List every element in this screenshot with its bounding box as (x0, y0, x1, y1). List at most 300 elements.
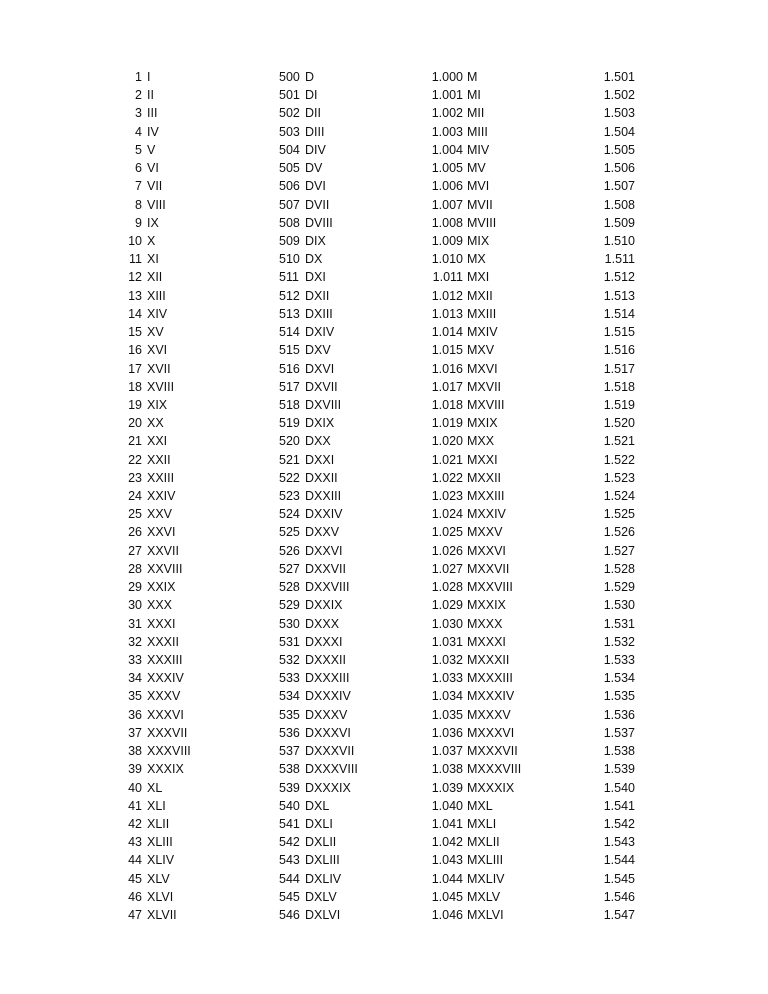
roman-cell: DIV (305, 142, 326, 157)
number-cell: 540 (279, 798, 300, 813)
number-cell: 1.016 (431, 361, 463, 376)
number-cell: 41 (128, 798, 142, 813)
roman-cell: XXI (147, 434, 168, 449)
roman-cell: DXL (305, 798, 330, 813)
number-cell: 1.012 (431, 288, 463, 303)
number-cell: 546 (279, 908, 300, 923)
number-cell: 500 (279, 70, 300, 84)
number-cell: 510 (279, 252, 300, 267)
roman-cell: MXXXIV (467, 689, 515, 704)
number-cell: 528 (279, 580, 300, 595)
number-cell: 1.003 (431, 124, 463, 139)
roman-cell: III (147, 106, 158, 121)
table-row (0, 268, 768, 286)
table-row (0, 706, 768, 724)
table-row (0, 779, 768, 797)
table-row (0, 104, 768, 122)
table-row (0, 760, 768, 778)
table-row (0, 742, 768, 760)
roman-cell: DX (305, 252, 323, 267)
roman-cell: MXXV (467, 525, 503, 540)
number-cell: 545 (279, 889, 300, 904)
number-cell: 1.540 (603, 780, 635, 795)
roman-cell: MXIV (467, 325, 498, 340)
roman-cell: MVI (467, 179, 490, 194)
number-cell: 1.030 (431, 616, 463, 631)
number-cell: 1.509 (603, 215, 635, 230)
number-cell: 32 (128, 634, 142, 649)
number-cell: 1.546 (603, 889, 635, 904)
number-cell: 1.026 (431, 543, 463, 558)
table-row (0, 833, 768, 851)
number-cell: 1.526 (603, 525, 635, 540)
roman-cell: XV (147, 325, 164, 340)
number-cell: 1.539 (603, 762, 635, 777)
number-cell: 1.034 (431, 689, 463, 704)
roman-cell: DXI (305, 270, 326, 285)
roman-cell: XL (147, 780, 163, 795)
number-cell: 1.005 (431, 161, 463, 176)
roman-cell: MXI (467, 270, 490, 285)
number-cell: 1.538 (603, 744, 635, 759)
roman-cell: MV (467, 161, 486, 176)
roman-cell: MVIII (467, 215, 497, 230)
table-row (0, 870, 768, 888)
roman-cell: XLIV (147, 853, 175, 868)
roman-cell: XXXI (147, 616, 176, 631)
table-row (0, 287, 768, 305)
roman-cell: XXVIII (147, 561, 183, 576)
roman-cell: DXXXVI (305, 725, 351, 740)
number-cell: 504 (279, 142, 300, 157)
number-cell: 1.028 (431, 580, 463, 595)
roman-cell: XXXII (147, 634, 179, 649)
roman-cell: DXLII (305, 835, 337, 850)
roman-cell: DXVII (305, 379, 338, 394)
roman-cell: XXVII (147, 543, 179, 558)
number-cell: 1.037 (431, 744, 463, 759)
number-cell: 1.020 (431, 434, 463, 449)
number-cell: 508 (279, 215, 300, 230)
number-cell: 3 (135, 106, 142, 121)
number-cell: 1.528 (603, 561, 635, 576)
number-cell: 28 (128, 561, 142, 576)
number-cell: 1.025 (431, 525, 463, 540)
number-cell: 1.505 (603, 142, 635, 157)
roman-cell: DXXVI (305, 543, 343, 558)
number-cell: 43 (128, 835, 142, 850)
number-cell: 517 (279, 379, 300, 394)
roman-cell: MXXXVI (467, 725, 515, 740)
roman-cell: DVIII (305, 215, 333, 230)
roman-cell: MXVII (467, 379, 502, 394)
number-cell: 1.035 (431, 707, 463, 722)
table-row (0, 523, 768, 541)
roman-cell: MXXX (467, 616, 503, 631)
roman-cell: XXX (147, 598, 173, 613)
roman-cell: MXLI (467, 816, 497, 831)
table-row (0, 724, 768, 742)
roman-cell: MXXVI (467, 543, 506, 558)
table-row (0, 888, 768, 906)
number-cell: 1.523 (603, 470, 635, 485)
number-cell: 1.021 (431, 452, 463, 467)
number-cell: 29 (128, 580, 142, 595)
roman-cell: DXVI (305, 361, 335, 376)
roman-cell: XXXIII (147, 653, 183, 667)
number-cell: 537 (279, 744, 300, 759)
roman-cell: DXLV (305, 889, 337, 904)
table-row (0, 250, 768, 268)
number-cell: 37 (128, 725, 142, 740)
number-cell: 1.019 (431, 416, 463, 431)
roman-cell: DXIV (305, 325, 335, 340)
number-cell: 1.046 (431, 908, 463, 923)
number-cell: 531 (279, 634, 300, 649)
roman-cell: DXIII (305, 306, 333, 321)
roman-cell: V (147, 142, 156, 157)
roman-cell: DXXI (305, 452, 335, 467)
number-cell: 1.535 (603, 689, 635, 704)
roman-cell: MXXXVIII (467, 762, 522, 777)
number-cell: 1.520 (603, 416, 635, 431)
number-cell: 1.531 (603, 616, 635, 631)
roman-cell: DXXV (305, 525, 340, 540)
number-cell: 1.533 (603, 653, 635, 667)
roman-cell: MXX (467, 434, 495, 449)
roman-cell: DXXII (305, 470, 338, 485)
number-cell: 34 (128, 671, 142, 686)
number-cell: 1.516 (603, 343, 635, 358)
table-row (0, 414, 768, 432)
table-row (0, 906, 768, 924)
table-row (0, 341, 768, 359)
number-cell: 1.529 (603, 580, 635, 595)
roman-cell: DXX (305, 434, 331, 449)
number-cell: 1.536 (603, 707, 635, 722)
number-cell: 25 (128, 507, 142, 522)
roman-cell: XXVI (147, 525, 176, 540)
number-cell: 1.503 (603, 106, 635, 121)
number-cell: 1.040 (431, 798, 463, 813)
number-cell: 1.033 (431, 671, 463, 686)
roman-cell: XXXVII (147, 725, 188, 740)
table-row (0, 323, 768, 341)
number-cell: 24 (128, 489, 142, 504)
roman-cell: MIV (467, 142, 490, 157)
number-cell: 1.534 (603, 671, 635, 686)
number-cell: 535 (279, 707, 300, 722)
table-row (0, 86, 768, 104)
roman-cell: MI (467, 88, 481, 103)
number-cell: 1.502 (603, 88, 635, 103)
number-cell: 1.517 (603, 361, 635, 376)
number-cell: 4 (135, 124, 142, 139)
number-cell: 1.544 (603, 853, 635, 868)
number-cell: 518 (279, 397, 300, 412)
number-cell: 1.521 (603, 434, 635, 449)
number-cell: 1.010 (431, 252, 463, 267)
roman-cell: XIX (147, 397, 168, 412)
number-cell: 519 (279, 416, 300, 431)
number-cell: 1.504 (603, 124, 635, 139)
table-row (0, 669, 768, 687)
table-row (0, 851, 768, 869)
roman-cell: XXIII (147, 470, 175, 485)
number-cell: 520 (279, 434, 300, 449)
table-row (0, 141, 768, 159)
roman-cell: MXXXIII (467, 671, 513, 686)
number-cell: 1.022 (431, 470, 463, 485)
roman-cell: XXXVI (147, 707, 184, 722)
number-cell: 1.041 (431, 816, 463, 831)
number-cell: 15 (128, 325, 142, 340)
number-cell: 33 (128, 653, 142, 667)
number-cell: 2 (135, 88, 142, 103)
number-cell: 1.043 (431, 853, 463, 868)
roman-cell: XXII (147, 452, 171, 467)
roman-cell: DXXXIII (305, 671, 350, 686)
roman-cell: DII (305, 106, 321, 121)
number-cell: 45 (128, 871, 142, 886)
number-cell: 7 (135, 179, 142, 194)
roman-cell: XLIII (147, 835, 173, 850)
table-row (0, 578, 768, 596)
roman-cell: MXXI (467, 452, 498, 467)
roman-cell: MXXXV (467, 707, 511, 722)
number-cell: 1.014 (431, 325, 463, 340)
roman-cell: DXXXII (305, 653, 346, 667)
roman-cell: XVIII (147, 379, 175, 394)
number-cell: 1.017 (431, 379, 463, 394)
number-cell: 12 (128, 270, 142, 285)
number-cell: 23 (128, 470, 142, 485)
table-row (0, 687, 768, 705)
number-cell: 1.510 (603, 233, 635, 248)
roman-cell: XXXIX (147, 762, 184, 777)
number-cell: 1.008 (431, 215, 463, 230)
roman-cell: DVII (305, 197, 330, 212)
number-cell: 16 (128, 343, 142, 358)
number-cell: 38 (128, 744, 142, 759)
roman-cell: XVI (147, 343, 168, 358)
number-cell: 522 (279, 470, 300, 485)
number-cell: 36 (128, 707, 142, 722)
roman-cell: MXXIII (467, 489, 505, 504)
table-row (0, 560, 768, 578)
number-cell: 514 (279, 325, 300, 340)
number-cell: 42 (128, 816, 142, 831)
number-cell: 1.525 (603, 507, 635, 522)
number-cell: 533 (279, 671, 300, 686)
roman-cell: XXV (147, 507, 173, 522)
number-cell: 44 (128, 853, 142, 868)
roman-cell: MXVIII (467, 397, 505, 412)
roman-cell: XLVII (147, 908, 177, 923)
number-cell: 536 (279, 725, 300, 740)
number-cell: 530 (279, 616, 300, 631)
roman-numeral-table (0, 68, 768, 924)
table-row (0, 214, 768, 232)
number-cell: 1.007 (431, 197, 463, 212)
number-cell: 521 (279, 452, 300, 467)
roman-cell: MVII (467, 197, 493, 212)
table-row (0, 196, 768, 214)
number-cell: 1.519 (603, 397, 635, 412)
roman-cell: DXXVIII (305, 580, 350, 595)
number-cell: 1.029 (431, 598, 463, 613)
number-cell: 505 (279, 161, 300, 176)
roman-cell: XX (147, 416, 164, 431)
number-cell: 1.002 (431, 106, 463, 121)
number-cell: 39 (128, 762, 142, 777)
table-row (0, 633, 768, 651)
number-cell: 1.513 (603, 288, 635, 303)
roman-cell: DXII (305, 288, 330, 303)
number-cell: 17 (128, 361, 142, 376)
table-row (0, 232, 768, 250)
roman-cell: XIII (147, 288, 166, 303)
table-row (0, 305, 768, 323)
table-row (0, 68, 768, 86)
roman-cell: DXXXVIII (305, 762, 358, 777)
number-cell: 1.512 (603, 270, 635, 285)
roman-cell: DXXIX (305, 598, 343, 613)
number-cell: 516 (279, 361, 300, 376)
number-cell: 1.527 (603, 543, 635, 558)
number-cell: 532 (279, 653, 300, 667)
number-cell: 543 (279, 853, 300, 868)
number-cell: 1.006 (431, 179, 463, 194)
roman-cell: XII (147, 270, 163, 285)
roman-cell: MXLVI (467, 908, 504, 923)
roman-cell: XXIX (147, 580, 176, 595)
table-row (0, 432, 768, 450)
roman-cell: DIX (305, 233, 326, 248)
roman-cell: MXXXIX (467, 780, 515, 795)
roman-cell: VI (147, 161, 159, 176)
roman-cell: MXLII (467, 835, 500, 850)
number-cell: 9 (135, 215, 142, 230)
number-cell: 512 (279, 288, 300, 303)
table-row (0, 542, 768, 560)
number-cell: 6 (135, 161, 142, 176)
roman-cell: MXXXII (467, 653, 510, 667)
number-cell: 542 (279, 835, 300, 850)
number-cell: 503 (279, 124, 300, 139)
number-cell: 40 (128, 780, 142, 795)
roman-cell: MXIX (467, 416, 498, 431)
number-cell: 1.009 (431, 233, 463, 248)
number-cell: 1.547 (603, 908, 635, 923)
roman-cell: MXXIV (467, 507, 506, 522)
number-cell: 18 (128, 379, 142, 394)
number-cell: 1.000 (431, 70, 463, 84)
number-cell: 1.524 (603, 489, 635, 504)
roman-cell: IV (147, 124, 159, 139)
number-cell: 26 (128, 525, 142, 540)
number-cell: 1.013 (431, 306, 463, 321)
roman-cell: DXVIII (305, 397, 342, 412)
table-row (0, 815, 768, 833)
number-cell: 544 (279, 871, 300, 886)
number-cell: 515 (279, 343, 300, 358)
number-cell: 31 (128, 616, 142, 631)
number-cell: 513 (279, 306, 300, 321)
number-cell: 1.508 (603, 197, 635, 212)
number-cell: 1.507 (603, 179, 635, 194)
table-row (0, 487, 768, 505)
roman-cell: DXXVII (305, 561, 346, 576)
number-cell: 524 (279, 507, 300, 522)
roman-cell: XLVI (147, 889, 174, 904)
number-cell: 509 (279, 233, 300, 248)
roman-cell: MXII (467, 288, 493, 303)
number-cell: 1.515 (603, 325, 635, 340)
number-cell: 1.514 (603, 306, 635, 321)
table-row (0, 615, 768, 633)
table-row (0, 360, 768, 378)
number-cell: 1.506 (603, 161, 635, 176)
number-cell: 20 (128, 416, 142, 431)
table-row (0, 177, 768, 195)
roman-cell: D (305, 70, 315, 84)
number-cell: 19 (128, 397, 142, 412)
roman-cell: DXXIV (305, 507, 343, 522)
number-cell: 1.541 (603, 798, 635, 813)
table-row (0, 797, 768, 815)
table-row (0, 505, 768, 523)
roman-cell: MIX (467, 233, 490, 248)
roman-cell: DXXXI (305, 634, 343, 649)
roman-cell: XLII (147, 816, 170, 831)
roman-cell: MXXXI (467, 634, 506, 649)
roman-cell: MXL (467, 798, 493, 813)
roman-cell: DXLI (305, 816, 333, 831)
roman-cell: MXXXVII (467, 744, 518, 759)
number-cell: 507 (279, 197, 300, 212)
roman-cell: DXXXVII (305, 744, 355, 759)
roman-cell: MXLIII (467, 853, 504, 868)
number-cell: 526 (279, 543, 300, 558)
roman-cell: DXLIV (305, 871, 342, 886)
number-cell: 502 (279, 106, 300, 121)
roman-cell: MII (467, 106, 485, 121)
number-cell: 511 (279, 270, 299, 285)
number-cell: 47 (128, 908, 142, 923)
roman-cell: DXXXIX (305, 780, 351, 795)
roman-cell: XXXIV (147, 671, 184, 686)
number-cell: 13 (128, 288, 142, 303)
number-cell: 1.044 (431, 871, 463, 886)
roman-cell: DXLVI (305, 908, 341, 923)
roman-cell: DXXXV (305, 707, 348, 722)
roman-cell: MXLV (467, 889, 501, 904)
number-cell: 1.015 (431, 343, 463, 358)
roman-cell: I (147, 70, 151, 84)
roman-cell: IX (147, 215, 159, 230)
number-cell: 8 (135, 197, 142, 212)
table-row (0, 378, 768, 396)
number-cell: 1.537 (603, 725, 635, 740)
roman-cell: DV (305, 161, 323, 176)
table-row (0, 596, 768, 614)
number-cell: 525 (279, 525, 300, 540)
number-cell: 1.039 (431, 780, 463, 795)
number-cell: 1.522 (603, 452, 635, 467)
number-cell: 1.530 (603, 598, 635, 613)
number-cell: 1.532 (603, 634, 635, 649)
